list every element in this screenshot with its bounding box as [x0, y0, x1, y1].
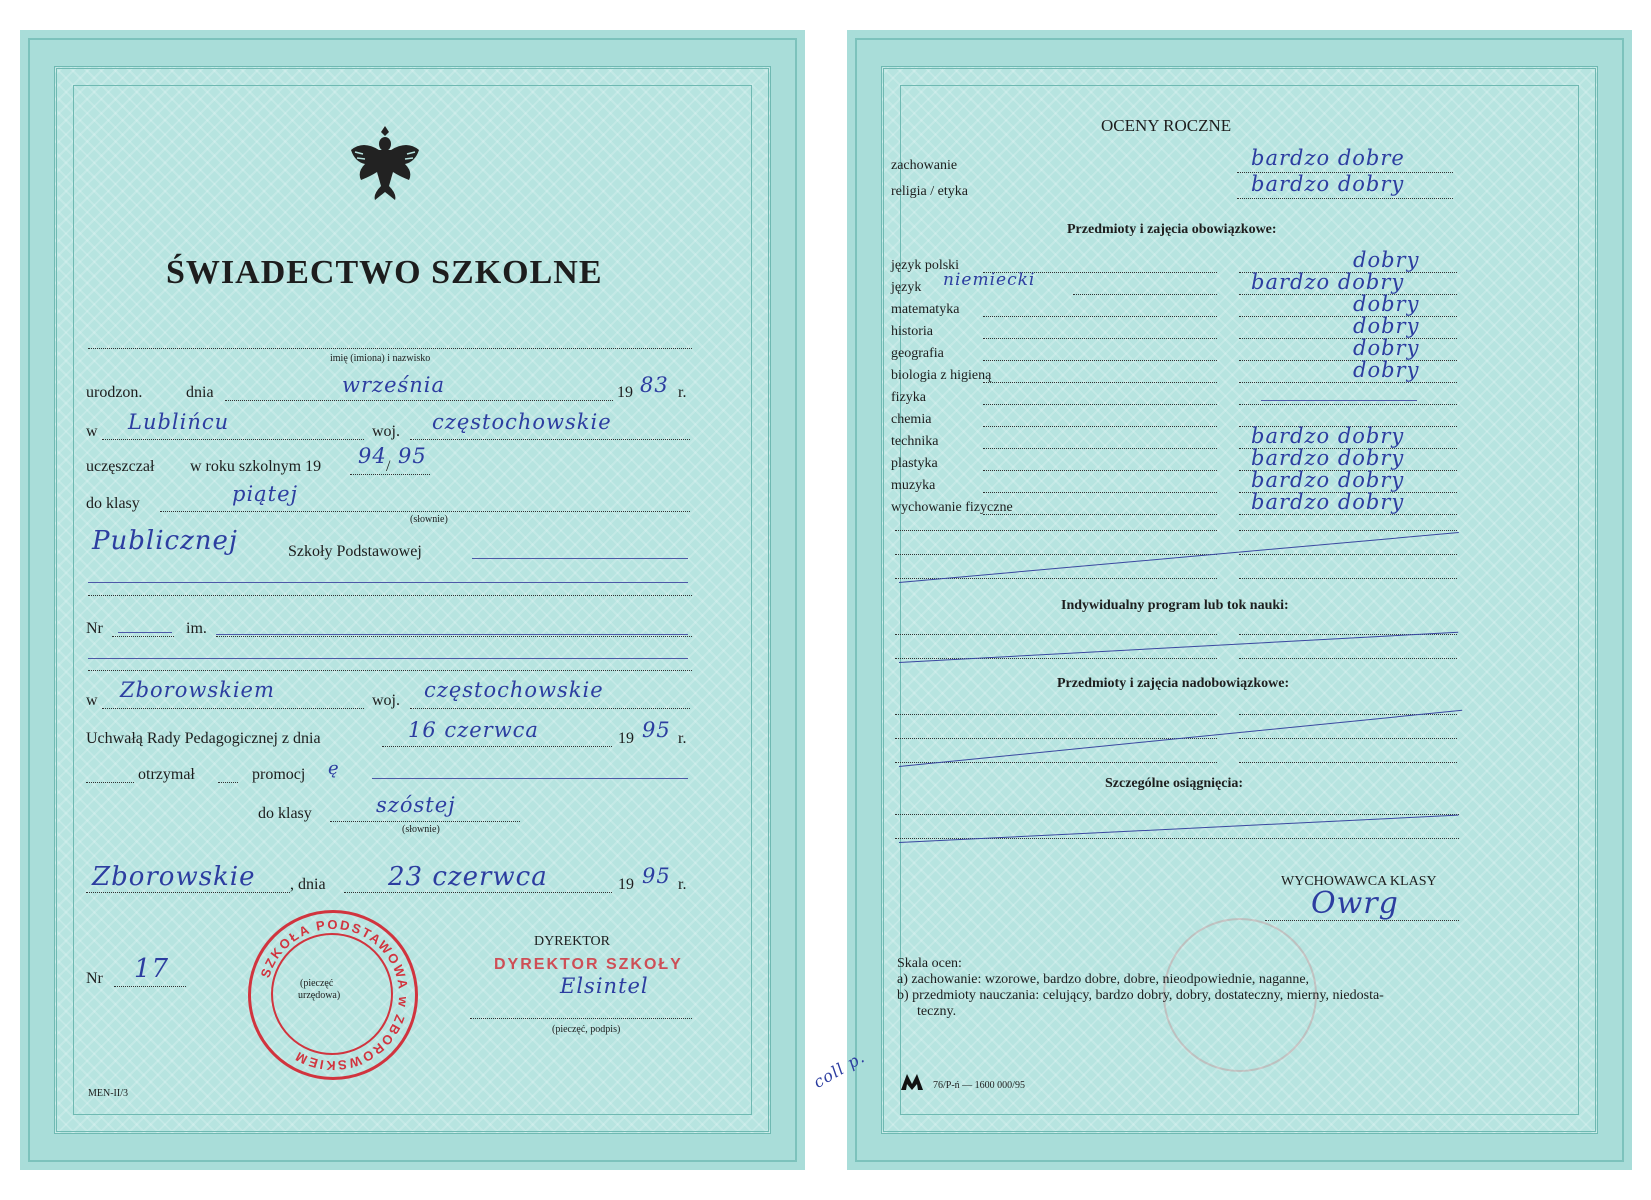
grades-heading: OCENY ROCZNE	[1101, 116, 1232, 135]
subject-grade: dobry	[1353, 336, 1420, 360]
subject-name: technika	[891, 434, 939, 449]
right-page: OCENY ROCZNE zachowanie bardzo dobre religia / etyka bardzo dobry Przedmioty i zajęcia obowiązkowe: Indywidualny program lub tok nauki: Przedmioty i zajęcia nadobowiązkowe: Szczególne osiągnięcia: WYCHOWAWCA KLASY Owrg Skala ocen: a) zachowanie: wzorowe, bardzo dobre, dobre, nieodpowiednie, naganne, b) przedmioty nauczania: celujący, bardzo dobry, dobry, dostateczny, mierny, niedosta- teczny. coll p. 76/P-ń — 1600 000/95 język polski dobry język niemiecki bardzo dobry matematyka dobry historia dobry geografia dobry biologia z higieną dobry fizyka chemia technika bardzo dobry plastyka bardzo dobry muzyka bardzo dobry wychowanie fizyczne bardzo dobry	[847, 30, 1632, 1170]
subject-name: muzyka	[891, 478, 936, 493]
grade-dots	[1239, 338, 1457, 339]
subject-name: matematyka	[891, 302, 960, 317]
form-code: MEN-II/3	[88, 1088, 128, 1099]
subject-dots	[983, 316, 1217, 317]
subject-name: historia	[891, 324, 933, 339]
school-type: Publicznej	[92, 526, 238, 556]
subject-grade: dobry	[1353, 314, 1420, 338]
individual-heading: Indywidualny program lub tok nauki:	[1061, 598, 1289, 613]
birth-voivodeship: częstochowskie	[432, 410, 612, 434]
eagle-emblem-icon	[345, 120, 425, 206]
class-name: piątej	[232, 482, 299, 506]
achievements-heading: Szczególne osiągnięcia:	[1105, 776, 1244, 791]
left-page: ŚWIADECTWO SZKOLNE imię (imiona) i nazwisko urodzon. dnia września 19 83 r. w Lublińcu woj. częstochowskie uczęszczał w roku szkolnym 19 94 / 95 do klasy piątej (słownie) Publicznej Szkoły Podstawowej Nr im. w Zborowskiem woj. częstochowskie Uchwałą Rady Pedagogicznej z dnia 16 czerwca 19 95 r. otrzymał promocj ę do klasy szóstej (słownie) Zborowskie , dnia 23 czerwca 19 95 r. Nr 17 SZKOŁA PODSTAWOWA w ZBOROWSKIEM (pieczęć urzędowa) DYREKTOR DYREKTOR SZKOŁY Elsintel (pieczęć, podpis) MEN-II/3	[20, 30, 805, 1170]
resolution-year: 95	[642, 718, 671, 742]
subject-name: biologia z higieną	[891, 368, 992, 383]
scale-heading: Skala ocen:	[897, 956, 962, 971]
subject-grade: bardzo dobry	[1251, 446, 1405, 470]
subject-dots	[983, 448, 1217, 449]
publisher-logo-icon	[901, 1074, 923, 1090]
subject-dots	[983, 492, 1217, 493]
subject-name: język	[891, 280, 922, 295]
conduct-grade: bardzo dobre	[1251, 146, 1405, 170]
subject-language: niemiecki	[943, 270, 1036, 290]
birth-place: Lublińcu	[128, 410, 230, 434]
grade-dots	[1239, 382, 1457, 383]
certificate-number: 17	[134, 954, 170, 984]
subject-dots	[983, 404, 1217, 405]
subject-grade: bardzo dobry	[1251, 490, 1405, 514]
mandatory-heading: Przedmioty i zajęcia obowiązkowe:	[1067, 222, 1277, 237]
subject-grade: bardzo dobry	[1251, 270, 1405, 294]
subject-name: wychowanie fizyczne	[891, 500, 1013, 515]
grade-dots	[1239, 404, 1457, 405]
subject-dots	[983, 338, 1217, 339]
grade-dots	[1239, 316, 1457, 317]
day-label: dnia	[186, 384, 214, 401]
born-label: urodzon.	[86, 384, 143, 401]
subject-grade: dobry	[1353, 358, 1420, 382]
subject-dots	[983, 514, 1217, 515]
school-voivodeship: częstochowskie	[424, 678, 604, 702]
issue-date: 23 czerwca	[388, 862, 548, 892]
print-code: 76/P-ń — 1600 000/95	[933, 1080, 1025, 1091]
subject-dots	[1073, 294, 1217, 295]
school-year-to: 95	[398, 444, 427, 468]
next-class: szóstej	[376, 793, 456, 817]
margin-note: coll p.	[810, 1047, 869, 1092]
grade-dash	[1261, 400, 1417, 401]
school-year-from: 94	[358, 444, 387, 468]
subject-dots	[983, 470, 1217, 471]
subject-dots	[983, 426, 1217, 427]
director-label: DYREKTOR	[534, 934, 610, 949]
subject-name: chemia	[891, 412, 932, 427]
issue-place: Zborowskie	[92, 862, 256, 892]
grade-dots	[1239, 360, 1457, 361]
grade-dots	[1239, 514, 1457, 515]
optional-heading: Przedmioty i zajęcia nadobowiązkowe:	[1057, 676, 1290, 691]
subject-grade: dobry	[1353, 292, 1420, 316]
subject-dots	[983, 360, 1217, 361]
birth-year: 83	[640, 373, 669, 397]
subject-grade: bardzo dobry	[1251, 424, 1405, 448]
director-signature: Elsintel	[560, 974, 649, 998]
director-stamp: DYREKTOR SZKOŁY	[494, 956, 683, 973]
subject-grade: bardzo dobry	[1251, 468, 1405, 492]
issue-year: 95	[642, 864, 671, 888]
religion-grade: bardzo dobry	[1251, 172, 1405, 196]
grade-dots	[1239, 294, 1457, 295]
svg-text:SZKOŁA PODSTAWOWA w ZBOROWSKIE: SZKOŁA PODSTAWOWA w ZBOROWSKIEM	[257, 916, 412, 1074]
birth-month: września	[342, 373, 446, 397]
school-place: Zborowskiem	[120, 678, 275, 702]
resolution-date: 16 czerwca	[408, 718, 539, 742]
subject-dots	[983, 382, 1217, 383]
teacher-signature: Owrg	[1311, 886, 1399, 921]
teacher-label: WYCHOWAWCA KLASY	[1281, 874, 1437, 889]
name-caption: imię (imiona) i nazwisko	[330, 353, 431, 364]
subject-name: plastyka	[891, 456, 938, 471]
subject-name: geografia	[891, 346, 944, 361]
subject-name: język polski	[891, 258, 960, 273]
subject-grade: dobry	[1353, 248, 1420, 272]
subject-name: fizyka	[891, 390, 926, 405]
document-title: ŚWIADECTWO SZKOLNE	[166, 254, 603, 291]
